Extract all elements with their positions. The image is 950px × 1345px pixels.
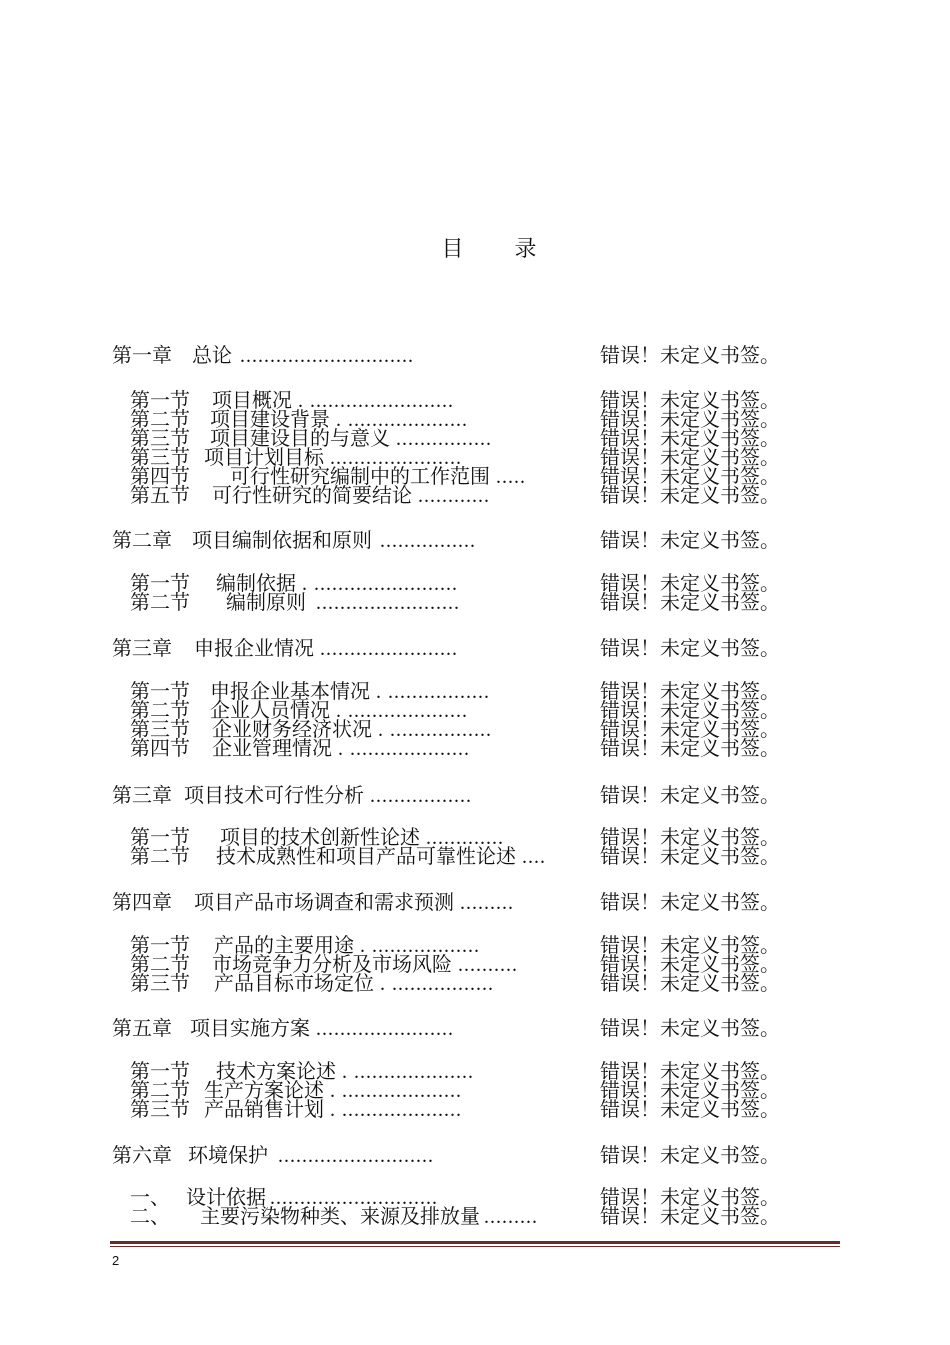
toc-entry-title: 编制依据 xyxy=(216,571,296,595)
toc-entry-title: 项目技术可行性分析 xyxy=(184,783,364,807)
toc-page-ref-error: 错误！未定义书签。 xyxy=(600,1078,780,1102)
toc-leader-dots: . ........................ xyxy=(298,390,454,412)
toc-page-ref-error: 错误！未定义书签。 xyxy=(600,698,780,722)
toc-entry-number: 第三章 xyxy=(112,636,172,660)
toc-entry-title: 项目实施方案 xyxy=(190,1016,310,1040)
toc-entry-title: 项目的技术创新性论述 xyxy=(220,825,420,849)
toc-leader-dots: . .................... xyxy=(330,1080,462,1102)
toc-chapter-entry[interactable] xyxy=(112,1145,434,1166)
toc-entry-title: 企业人员情况 xyxy=(210,698,330,722)
toc-entry-title: 产品销售计划 xyxy=(204,1097,324,1121)
toc-leader-dots: ................ xyxy=(396,428,492,450)
toc-entry-number: 第二节 xyxy=(130,952,190,976)
toc-leader-dots: ......... xyxy=(484,1206,538,1228)
toc-section-entry[interactable] xyxy=(130,592,460,613)
toc-page-ref-error: 错误！未定义书签。 xyxy=(600,483,780,507)
toc-leader-dots: . .................... xyxy=(336,700,468,722)
toc-leader-dots: . .................. xyxy=(360,935,480,957)
page-number: 2 xyxy=(112,1253,120,1268)
toc-chapter-entry[interactable] xyxy=(112,785,472,806)
toc-page-ref-error: 错误！未定义书签。 xyxy=(600,679,780,703)
toc-entry-title: 项目建设背景 xyxy=(210,407,330,431)
toc-entry-number: 第三节 xyxy=(130,445,190,469)
toc-page-ref-error: 错误！未定义书签。 xyxy=(600,445,780,469)
toc-entry-title: 技术方案论述 xyxy=(216,1059,336,1083)
toc-chapter-entry[interactable] xyxy=(112,638,458,659)
toc-section-entry[interactable] xyxy=(130,1099,462,1120)
toc-leader-dots: .... xyxy=(522,846,546,868)
toc-leader-dots: ............. xyxy=(426,827,504,849)
toc-page-ref-error: 错误！未定义书签。 xyxy=(600,343,780,367)
toc-page-ref-error: 错误！未定义书签。 xyxy=(600,388,780,412)
toc-leader-dots: . .................... xyxy=(342,1061,474,1083)
toc-leader-dots: . .................... xyxy=(336,409,468,431)
toc-page-ref-error: 错误！未定义书签。 xyxy=(600,636,780,660)
toc-leader-dots: ............ xyxy=(418,485,490,507)
toc-entry-number: 第四节 xyxy=(130,736,190,760)
toc-leader-dots: .......... xyxy=(458,954,518,976)
toc-entry-title: 申报企业基本情况 xyxy=(210,679,370,703)
toc-leader-dots: .......................... xyxy=(278,1145,434,1167)
toc-entry-title: 项目概况 xyxy=(212,388,292,412)
toc-entry-title: 可行性研究的简要结论 xyxy=(212,483,412,507)
toc-chapter-entry[interactable] xyxy=(112,892,514,913)
toc-entry-number: 第三节 xyxy=(130,717,190,741)
toc-leader-dots: . .................... xyxy=(330,1099,462,1121)
toc-entry-title: 设计依据 xyxy=(186,1185,266,1209)
toc-entry-number: 第一节 xyxy=(130,933,190,957)
toc-entry-number: 二、 xyxy=(130,1204,170,1228)
toc-entry-number: 第四章 xyxy=(112,890,172,914)
toc-leader-dots: ......... xyxy=(460,892,514,914)
toc-entry-number: 第三节 xyxy=(130,971,190,995)
toc-entry-number: 第一节 xyxy=(130,388,190,412)
toc-page-ref-error: 错误！未定义书签。 xyxy=(600,717,780,741)
toc-chapter-entry[interactable] xyxy=(112,1018,454,1039)
toc-entry-title: 项目建设目的与意义 xyxy=(210,426,390,450)
toc-leader-dots: ....................... xyxy=(320,638,458,660)
toc-page-ref-error: 错误！未定义书签。 xyxy=(600,736,780,760)
toc-entry-title: 市场竞争力分析及市场风险 xyxy=(212,952,452,976)
toc-leader-dots: ............................ xyxy=(270,1187,438,1209)
toc-leader-dots: ..... xyxy=(496,466,526,488)
toc-page-ref-error: 错误！未定义书签。 xyxy=(600,426,780,450)
toc-leader-dots: ........................ xyxy=(316,592,460,614)
footer-rule-thick xyxy=(110,1241,840,1244)
toc-entry-title: 项目计划目标 xyxy=(204,445,324,469)
toc-entry-number: 第一章 xyxy=(112,343,172,367)
toc-page-ref-error: 错误！未定义书签。 xyxy=(600,407,780,431)
toc-title: 目 录 xyxy=(441,237,559,262)
toc-leader-dots: ....................... xyxy=(316,1018,454,1040)
toc-page-ref-error: 错误！未定义书签。 xyxy=(600,1059,780,1083)
toc-page-ref-error: 错误！未定义书签。 xyxy=(600,952,780,976)
toc-leader-dots: ................. xyxy=(370,785,472,807)
toc-entry-title: 产品的主要用途 xyxy=(214,933,354,957)
toc-section-entry[interactable] xyxy=(130,1206,538,1227)
toc-page-ref-error: 错误！未定义书签。 xyxy=(600,971,780,995)
toc-entry-title: 申报企业情况 xyxy=(194,636,314,660)
toc-entry-number: 一、 xyxy=(130,1185,170,1209)
toc-leader-dots: ............................. xyxy=(240,345,414,367)
toc-entry-number: 第二节 xyxy=(130,698,190,722)
toc-entry-title: 技术成熟性和项目产品可靠性论述 xyxy=(216,844,516,868)
toc-page-ref-error: 错误！未定义书签。 xyxy=(600,933,780,957)
toc-entry-title: 项目产品市场调查和需求预测 xyxy=(194,890,454,914)
toc-leader-dots: . ................. xyxy=(378,719,492,741)
toc-entry-title: 环境保护 xyxy=(188,1143,268,1167)
toc-page-ref-error: 错误！未定义书签。 xyxy=(600,571,780,595)
toc-leader-dots: . .................... xyxy=(338,738,470,760)
toc-page-ref-error: 错误！未定义书签。 xyxy=(600,464,780,488)
toc-leader-dots: . ................. xyxy=(376,681,490,703)
toc-entry-number: 第二节 xyxy=(130,590,190,614)
toc-leader-dots: . ................. xyxy=(380,973,494,995)
toc-section-entry[interactable] xyxy=(130,738,470,759)
toc-entry-number: 第二章 xyxy=(112,528,172,552)
toc-entry-number: 第四节 xyxy=(130,464,190,488)
toc-page-ref-error: 错误！未定义书签。 xyxy=(600,1204,780,1228)
toc-chapter-entry[interactable] xyxy=(112,530,476,551)
toc-chapter-entry[interactable] xyxy=(112,345,414,366)
toc-entry-number: 第三节 xyxy=(130,426,190,450)
toc-entry-number: 第六章 xyxy=(112,1143,172,1167)
toc-entry-number: 第一节 xyxy=(130,679,190,703)
toc-entry-number: 第一节 xyxy=(130,1059,190,1083)
toc-entry-number: 第三节 xyxy=(130,1097,190,1121)
toc-leader-dots: ...................... xyxy=(330,447,462,469)
toc-entry-number: 第二节 xyxy=(130,844,190,868)
toc-entry-title: 编制原则 xyxy=(226,590,306,614)
toc-entry-title: 可行性研究编制中的工作范围 xyxy=(230,464,490,488)
toc-entry-number: 第二节 xyxy=(130,1078,190,1102)
toc-entry-title: 主要污染物种类、来源及排放量 xyxy=(200,1204,480,1228)
toc-page-ref-error: 错误！未定义书签。 xyxy=(600,783,780,807)
toc-entry-number: 第二节 xyxy=(130,407,190,431)
toc-page-ref-error: 错误！未定义书签。 xyxy=(600,1016,780,1040)
toc-page-ref-error: 错误！未定义书签。 xyxy=(600,1143,780,1167)
toc-section-entry[interactable] xyxy=(130,846,546,867)
toc-entry-number: 第五节 xyxy=(130,483,190,507)
toc-entry-title: 企业财务经济状况 xyxy=(212,717,372,741)
toc-leader-dots: . ........................ xyxy=(302,573,458,595)
footer-rule-thin xyxy=(110,1246,840,1247)
toc-entry-title: 项目编制依据和原则 xyxy=(192,528,372,552)
toc-entry-title: 总论 xyxy=(192,343,232,367)
toc-page-ref-error: 错误！未定义书签。 xyxy=(600,890,780,914)
toc-page-ref-error: 错误！未定义书签。 xyxy=(600,825,780,849)
toc-entry-title: 产品目标市场定位 xyxy=(214,971,374,995)
toc-section-entry[interactable] xyxy=(130,973,494,994)
toc-entry-number: 第三章 xyxy=(112,783,172,807)
toc-entry-title: 生产方案论述 xyxy=(204,1078,324,1102)
toc-leader-dots: ................ xyxy=(380,530,476,552)
toc-page-ref-error: 错误！未定义书签。 xyxy=(600,590,780,614)
toc-page-ref-error: 错误！未定义书签。 xyxy=(600,844,780,868)
toc-page-ref-error: 错误！未定义书签。 xyxy=(600,528,780,552)
toc-page-ref-error: 错误！未定义书签。 xyxy=(600,1185,780,1209)
toc-section-entry[interactable] xyxy=(130,485,490,506)
toc-entry-number: 第一节 xyxy=(130,571,190,595)
toc-entry-title: 企业管理情况 xyxy=(212,736,332,760)
toc-page-ref-error: 错误！未定义书签。 xyxy=(600,1097,780,1121)
toc-entry-number: 第一节 xyxy=(130,825,190,849)
toc-entry-number: 第五章 xyxy=(112,1016,172,1040)
